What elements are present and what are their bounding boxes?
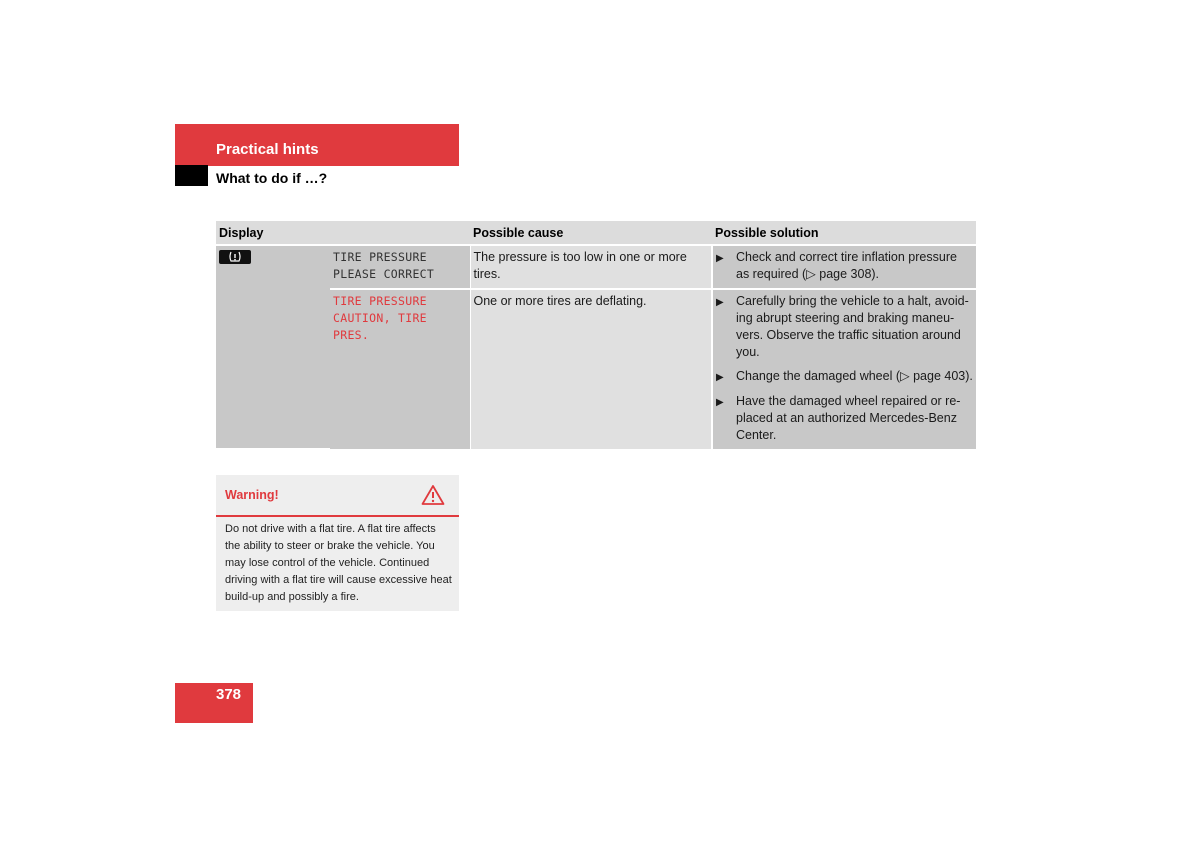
header-cause: Possible cause [470,221,712,245]
bullet-arrow-icon: ▶ [716,397,724,408]
fault-table [216,221,976,450]
solution-cell [712,289,976,449]
bullet-arrow-icon: ▶ [716,253,724,264]
solution-item: ▶ Change the damaged wheel (▷ page 403). [716,368,973,386]
tire-pressure-warning-icon [219,250,251,264]
cause-cell: One or more tires are deflating. [470,289,712,449]
warning-title: Warning! [225,488,279,502]
solution-cell [712,245,976,289]
header-solution: Possible solution [712,221,976,245]
page-number-box [175,683,253,723]
bullet-arrow-icon: ▶ [716,372,724,383]
message-line: TIRE PRESSURE [333,294,427,308]
message-line: CAUTION, TIRE PRES. [333,311,427,342]
table-header-row [216,221,976,245]
table-row [216,289,976,449]
subsection-title: What to do if …? [216,170,328,186]
subsection-tab [175,165,208,186]
header-divider [208,165,459,166]
header-display: Display [216,221,470,245]
bullet-arrow-icon: ▶ [716,297,724,308]
warning-text: Do not drive with a flat tire. A flat tire affects the ability to steer or brake the vehicle. You may lose control of the vehicle. Continued driving with a flat tire will cause excessive heat build-up and possibly a fire. [225,523,452,603]
page-number: 378 [216,686,242,703]
cause-cell: The pressure is too low in one or more tires. [470,245,712,289]
message-line: PLEASE CORRECT [333,267,435,281]
display-message [330,289,470,449]
table-row [216,245,976,289]
message-line: TIRE PRESSURE [333,250,427,264]
solution-item: ▶ Check and correct tire inflation pressure as required (▷ page 308). [716,250,957,281]
solution-item: ▶ Carefully bring the vehicle to a halt, avoiding abrupt steering and braking maneuvers. Observe the traffic situation around you. [716,294,969,359]
solution-item: ▶ Have the damaged wheel repaired or replaced at an authorized Mercedes-Benz Center. [716,394,961,442]
display-icon-cell [216,245,330,449]
warning-box [216,475,459,611]
warning-header [216,475,459,517]
warning-triangle-icon [421,484,445,511]
display-message [330,245,470,289]
section-title: Practical hints [216,141,319,158]
